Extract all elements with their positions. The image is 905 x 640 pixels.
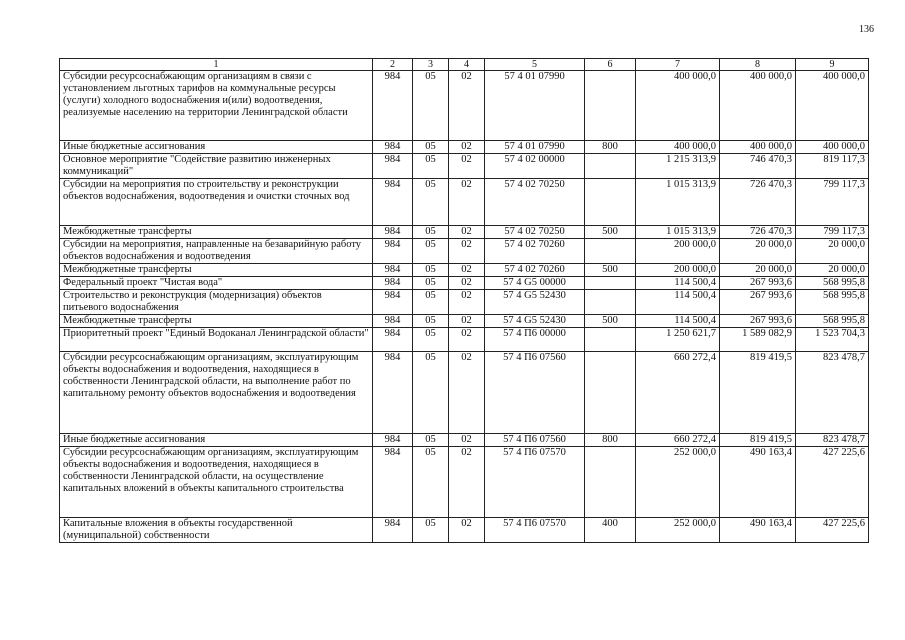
expense-type-cell: 500 [585, 264, 636, 277]
amount-year3-cell: 568 995,8 [796, 315, 869, 328]
admin-code-cell: 984 [373, 277, 413, 290]
table-row [60, 447, 869, 518]
row-name-cell: Межбюджетные трансферты [60, 226, 373, 239]
expense-type-cell [585, 239, 636, 264]
amount-year1-cell: 1 015 313,9 [636, 226, 720, 239]
amount-year3-cell: 427 225,6 [796, 518, 869, 543]
table-row [60, 315, 869, 328]
table-row [60, 434, 869, 447]
row-name-cell: Субсидии ресурсоснабжающим организациям, эксплуатирующим объекты водоснабжения и водоотведения, находящиеся в собственности Ленинградской области, на осуществление капитальных вложений в объекты капитального строительства [60, 447, 373, 518]
target-item-cell: 57 4 G5 52430 [485, 290, 585, 315]
subsection-cell: 02 [449, 226, 485, 239]
section-cell: 05 [413, 154, 449, 179]
column-header: 9 [796, 59, 869, 71]
row-name-cell: Субсидии ресурсоснабжающим организациям в связи с установлением льготных тарифов на коммунальные ресурсы (услуги) холодного водоснабжения и(или) водоотведения, реализуемые населению на территории Ленинградской области [60, 71, 373, 141]
amount-year1-cell: 660 272,4 [636, 434, 720, 447]
amount-year3-cell: 568 995,8 [796, 277, 869, 290]
amount-year3-cell: 20 000,0 [796, 264, 869, 277]
amount-year2-cell: 726 470,3 [720, 226, 796, 239]
admin-code-cell: 984 [373, 352, 413, 434]
subsection-cell: 02 [449, 239, 485, 264]
subsection-cell: 02 [449, 141, 485, 154]
column-header: 5 [485, 59, 585, 71]
column-header: 4 [449, 59, 485, 71]
amount-year2-cell: 400 000,0 [720, 141, 796, 154]
column-header: 6 [585, 59, 636, 71]
row-name-cell: Субсидии на мероприятия, направленные на безаварийную работу объектов водоснабжения и водоотведения [60, 239, 373, 264]
admin-code-cell: 984 [373, 226, 413, 239]
expense-type-cell [585, 447, 636, 518]
expense-type-cell: 800 [585, 141, 636, 154]
amount-year2-cell: 819 419,5 [720, 434, 796, 447]
column-header: 3 [413, 59, 449, 71]
section-cell: 05 [413, 71, 449, 141]
target-item-cell: 57 4 П6 07560 [485, 434, 585, 447]
amount-year1-cell: 400 000,0 [636, 141, 720, 154]
target-item-cell: 57 4 П6 07560 [485, 352, 585, 434]
section-cell: 05 [413, 226, 449, 239]
table-row [60, 328, 869, 352]
table-row [60, 154, 869, 179]
target-item-cell: 57 4 02 70250 [485, 179, 585, 226]
section-cell: 05 [413, 290, 449, 315]
amount-year3-cell: 1 523 704,3 [796, 328, 869, 352]
subsection-cell: 02 [449, 154, 485, 179]
amount-year1-cell: 252 000,0 [636, 447, 720, 518]
subsection-cell: 02 [449, 71, 485, 141]
amount-year3-cell: 400 000,0 [796, 141, 869, 154]
expense-type-cell [585, 290, 636, 315]
amount-year1-cell: 1 215 313,9 [636, 154, 720, 179]
row-name-cell: Межбюджетные трансферты [60, 315, 373, 328]
expense-type-cell: 500 [585, 315, 636, 328]
admin-code-cell: 984 [373, 315, 413, 328]
amount-year1-cell: 660 272,4 [636, 352, 720, 434]
subsection-cell: 02 [449, 290, 485, 315]
amount-year1-cell: 1 015 313,9 [636, 179, 720, 226]
amount-year2-cell: 267 993,6 [720, 277, 796, 290]
table-row [60, 518, 869, 543]
amount-year1-cell: 200 000,0 [636, 239, 720, 264]
admin-code-cell: 984 [373, 71, 413, 141]
table-row [60, 226, 869, 239]
section-cell: 05 [413, 315, 449, 328]
target-item-cell: 57 4 П6 00000 [485, 328, 585, 352]
amount-year1-cell: 114 500,4 [636, 290, 720, 315]
table-row [60, 352, 869, 434]
admin-code-cell: 984 [373, 239, 413, 264]
table-row [60, 239, 869, 264]
expense-type-cell [585, 154, 636, 179]
section-cell: 05 [413, 179, 449, 226]
subsection-cell: 02 [449, 315, 485, 328]
column-header: 7 [636, 59, 720, 71]
amount-year3-cell: 427 225,6 [796, 447, 869, 518]
target-item-cell: 57 4 G5 52430 [485, 315, 585, 328]
header-row [60, 59, 869, 71]
section-cell: 05 [413, 141, 449, 154]
row-name-cell: Субсидии на мероприятия по строительству и реконструкции объектов водоснабжения, водоотведения и очистки сточных вод [60, 179, 373, 226]
expense-type-cell: 800 [585, 434, 636, 447]
target-item-cell: 57 4 02 70260 [485, 264, 585, 277]
section-cell: 05 [413, 264, 449, 277]
table-row [60, 264, 869, 277]
admin-code-cell: 984 [373, 141, 413, 154]
amount-year3-cell: 20 000,0 [796, 239, 869, 264]
amount-year2-cell: 819 419,5 [720, 352, 796, 434]
row-name-cell: Межбюджетные трансферты [60, 264, 373, 277]
amount-year2-cell: 490 163,4 [720, 447, 796, 518]
expense-type-cell [585, 71, 636, 141]
row-name-cell: Субсидии ресурсоснабжающим организациям, эксплуатирующим объекты водоснабжения и водоотведения, находящиеся в собственности Ленинградской области, на выполнение работ по капитальному ремонту объектов водоснабжения и водоотведения [60, 352, 373, 434]
amount-year2-cell: 726 470,3 [720, 179, 796, 226]
subsection-cell: 02 [449, 264, 485, 277]
target-item-cell: 57 4 01 07990 [485, 71, 585, 141]
amount-year2-cell: 746 470,3 [720, 154, 796, 179]
page-number: 136 [859, 24, 874, 35]
target-item-cell: 57 4 02 00000 [485, 154, 585, 179]
amount-year3-cell: 823 478,7 [796, 352, 869, 434]
row-name-cell: Основное мероприятие "Содействие развитию инженерных коммуникаций" [60, 154, 373, 179]
amount-year2-cell: 400 000,0 [720, 71, 796, 141]
expense-type-cell [585, 352, 636, 434]
column-header: 1 [60, 59, 373, 71]
amount-year1-cell: 114 500,4 [636, 277, 720, 290]
row-name-cell: Иные бюджетные ассигнования [60, 434, 373, 447]
target-item-cell: 57 4 П6 07570 [485, 518, 585, 543]
table-row [60, 141, 869, 154]
admin-code-cell: 984 [373, 154, 413, 179]
expense-type-cell [585, 179, 636, 226]
subsection-cell: 02 [449, 328, 485, 352]
table-row [60, 290, 869, 315]
amount-year1-cell: 1 250 621,7 [636, 328, 720, 352]
target-item-cell: 57 4 02 70250 [485, 226, 585, 239]
amount-year1-cell: 252 000,0 [636, 518, 720, 543]
admin-code-cell: 984 [373, 328, 413, 352]
amount-year3-cell: 819 117,3 [796, 154, 869, 179]
table-row [60, 179, 869, 226]
section-cell: 05 [413, 239, 449, 264]
amount-year2-cell: 267 993,6 [720, 315, 796, 328]
section-cell: 05 [413, 352, 449, 434]
row-name-cell: Иные бюджетные ассигнования [60, 141, 373, 154]
section-cell: 05 [413, 328, 449, 352]
amount-year3-cell: 799 117,3 [796, 226, 869, 239]
amount-year3-cell: 400 000,0 [796, 71, 869, 141]
admin-code-cell: 984 [373, 447, 413, 518]
row-name-cell: Капитальные вложения в объекты государственной (муниципальной) собственности [60, 518, 373, 543]
target-item-cell: 57 4 G5 00000 [485, 277, 585, 290]
subsection-cell: 02 [449, 179, 485, 226]
amount-year3-cell: 568 995,8 [796, 290, 869, 315]
admin-code-cell: 984 [373, 434, 413, 447]
admin-code-cell: 984 [373, 264, 413, 277]
amount-year3-cell: 823 478,7 [796, 434, 869, 447]
amount-year2-cell: 1 589 082,9 [720, 328, 796, 352]
section-cell: 05 [413, 447, 449, 518]
amount-year2-cell: 20 000,0 [720, 239, 796, 264]
amount-year3-cell: 799 117,3 [796, 179, 869, 226]
amount-year2-cell: 267 993,6 [720, 290, 796, 315]
subsection-cell: 02 [449, 277, 485, 290]
target-item-cell: 57 4 02 70260 [485, 239, 585, 264]
row-name-cell: Строительство и реконструкция (модернизация) объектов питьевого водоснабжения [60, 290, 373, 315]
subsection-cell: 02 [449, 434, 485, 447]
expense-type-cell: 400 [585, 518, 636, 543]
section-cell: 05 [413, 277, 449, 290]
row-name-cell: Федеральный проект "Чистая вода" [60, 277, 373, 290]
target-item-cell: 57 4 П6 07570 [485, 447, 585, 518]
table-row [60, 71, 869, 141]
column-header: 2 [373, 59, 413, 71]
expense-type-cell [585, 277, 636, 290]
amount-year2-cell: 490 163,4 [720, 518, 796, 543]
target-item-cell: 57 4 01 07990 [485, 141, 585, 154]
row-name-cell: Приоритетный проект "Единый Водоканал Ленинградской области" [60, 328, 373, 352]
section-cell: 05 [413, 434, 449, 447]
amount-year1-cell: 400 000,0 [636, 71, 720, 141]
expense-type-cell: 500 [585, 226, 636, 239]
admin-code-cell: 984 [373, 179, 413, 226]
amount-year1-cell: 114 500,4 [636, 315, 720, 328]
subsection-cell: 02 [449, 447, 485, 518]
table-body [60, 71, 869, 543]
subsection-cell: 02 [449, 352, 485, 434]
table-row [60, 277, 869, 290]
amount-year2-cell: 20 000,0 [720, 264, 796, 277]
admin-code-cell: 984 [373, 290, 413, 315]
column-header: 8 [720, 59, 796, 71]
admin-code-cell: 984 [373, 518, 413, 543]
amount-year1-cell: 200 000,0 [636, 264, 720, 277]
subsection-cell: 02 [449, 518, 485, 543]
section-cell: 05 [413, 518, 449, 543]
budget-table [59, 58, 869, 543]
expense-type-cell [585, 328, 636, 352]
